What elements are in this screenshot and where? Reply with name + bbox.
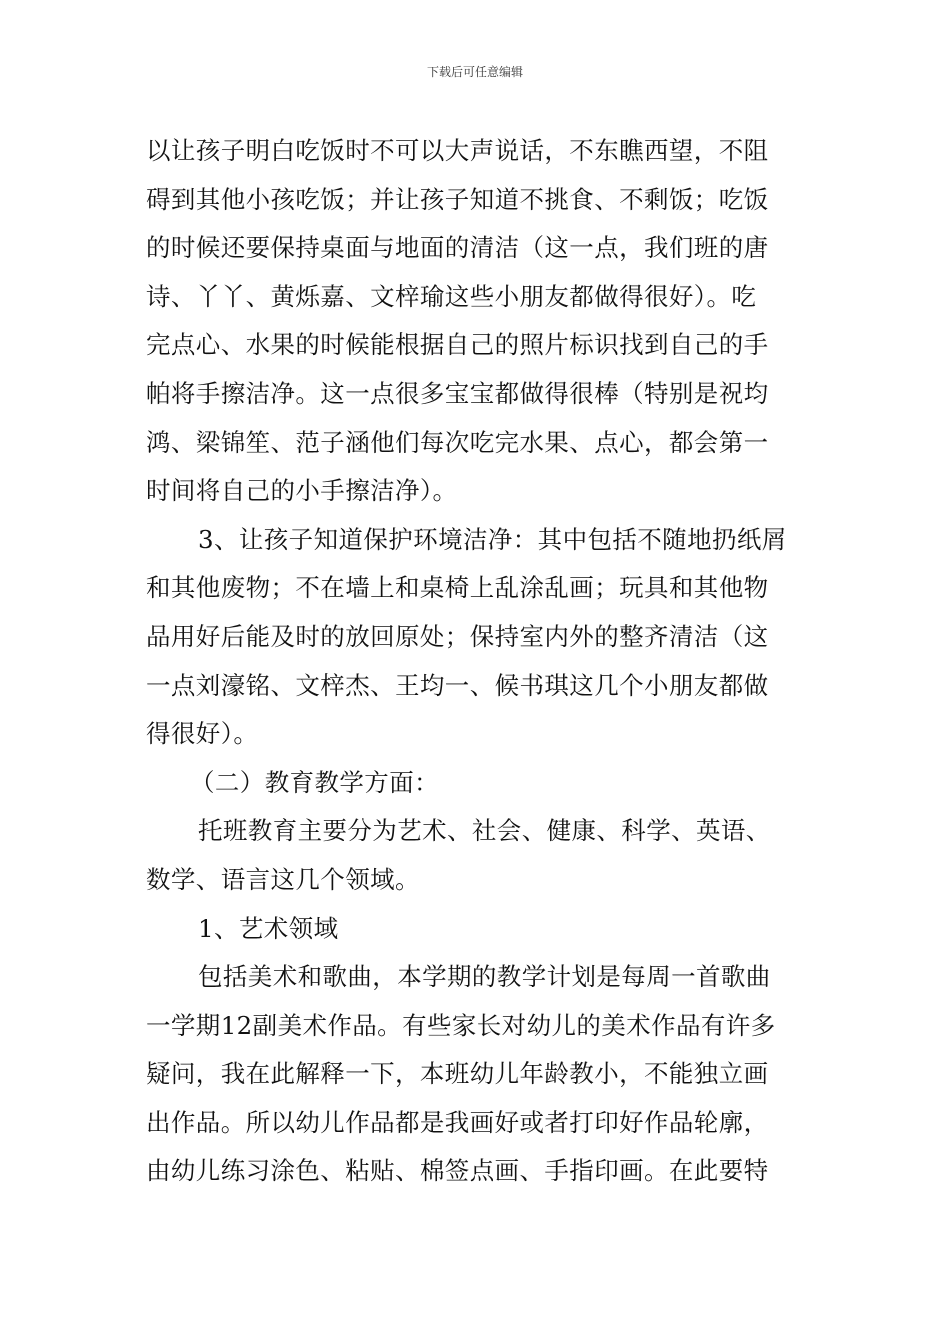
text-line: 的时候还要保持桌面与地面的清洁（这一点，我们班的唐 xyxy=(146,233,769,263)
text-line: 由幼儿练习涂色、粘贴、棉签点画、手指印画。在此要特 xyxy=(146,1156,769,1186)
text-line: 帕将手擦洁净。这一点很多宝宝都做得很棒（特别是祝均 xyxy=(146,378,769,408)
text-line: 品用好后能及时的放回原处；保持室内外的整齐清洁（这 xyxy=(146,621,769,651)
text-line: 和其他废物；不在墙上和桌椅上乱涂乱画；玩具和其他物 xyxy=(146,573,769,603)
text-line: 时间将自己的小手擦洁净）。 xyxy=(146,476,458,506)
text-line: 以让孩子明白吃饭时不可以大声说话，不东瞧西望，不阻 xyxy=(146,136,769,165)
text-line: 3、让孩子知道保护环境洁净：其中包括不随地扔纸屑 xyxy=(198,524,787,554)
text-line: 得很好）。 xyxy=(146,719,259,749)
text-line: 托班教育主要分为艺术、社会、健康、科学、英语、 xyxy=(198,816,771,846)
text-line: 碍到其他小孩吃饭；并让孩子知道不挑食、不剩饭；吃饭 xyxy=(146,184,769,214)
text-line: 疑问，我在此解释一下，本班幼儿年龄教小，不能独立画 xyxy=(146,1059,769,1089)
text-line: 数学、语言这几个领域。 xyxy=(146,864,420,894)
text-line: 完点心、水果的时候能根据自己的照片标识找到自己的手 xyxy=(146,330,769,360)
text-line: 一学期12副美术作品。有些家长对幼儿的美术作品有许多 xyxy=(146,1010,776,1040)
text-line: 诗、丫丫、黄烁嘉、文梓瑜这些小朋友都做得很好）。吃 xyxy=(146,281,757,311)
document-body xyxy=(146,127,808,1196)
page-header: 下载后可任意编辑 xyxy=(426,65,523,79)
text-line: 出作品。所以幼儿作品都是我画好或者打印好作品轮廓， xyxy=(146,1107,769,1137)
section-heading: （二）教育教学方面： xyxy=(190,767,439,797)
text-line: 一点刘濠铭、文梓杰、王均一、候书琪这几个小朋友都做 xyxy=(146,670,769,700)
text-line: 鸿、梁锦笙、范子涵他们每次吃完水果、点心，都会第一 xyxy=(146,427,769,457)
subsection-heading: 1、艺术领域 xyxy=(198,913,339,943)
text-line: 包括美术和歌曲，本学期的教学计划是每周一首歌曲 xyxy=(198,962,771,992)
